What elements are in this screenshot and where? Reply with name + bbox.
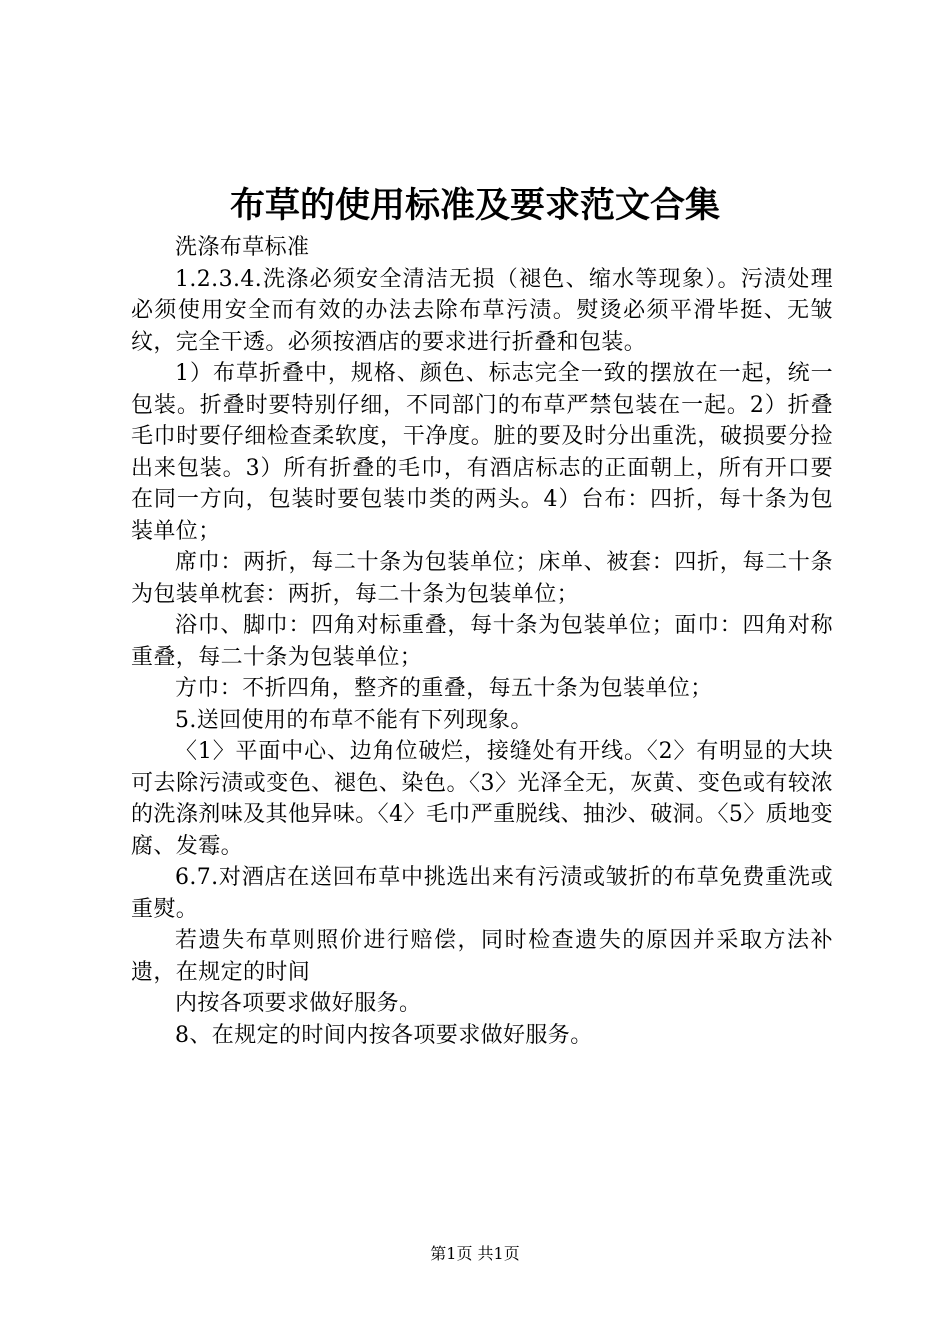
paragraph: 若遗失布草则照价进行赔偿，同时检查遗失的原因并采取方法补遗，在规定的时间 <box>131 928 833 985</box>
paragraph: 5.送回使用的布草不能有下列现象。 <box>175 707 533 733</box>
paragraph: 洗涤布草标准 <box>175 235 310 260</box>
paragraph: 1）布草折叠中，规格、颜色、标志完全一致的摆放在一起，统一包装。折叠时要特别仔细，不同部门的布草严禁包装在一起。2）折叠毛巾时要仔细检查柔软度，干净度。脏的要及时分出重洗，破损要分捡出来包装。3）所有折叠的毛巾，有酒店标志的正面朝上，所有开口要在同一方向，包装时要包装巾类的两头。4）台布：四折，每十条为包装单位； <box>131 361 833 544</box>
paragraph: 浴巾、脚巾：四角对标重叠，每十条为包装单位；面巾：四角对称重叠，每二十条为包装单位； <box>131 613 833 670</box>
page-number-footer: 第1页 共1页 <box>430 1244 520 1263</box>
document-body <box>131 232 833 1051</box>
paragraph: 方巾：不折四角，整齐的重叠，每五十条为包装单位； <box>175 676 713 701</box>
paragraph: 〈1〉平面中心、边角位破烂，接缝处有开线。〈2〉有明显的大块可去除污渍或变色、褪色、染色。〈3〉光泽全无，灰黄、变色或有较浓的洗涤剂味及其他异味。〈4〉毛巾严重脱线、抽沙、破洞。〈5〉质地变腐、发霉。 <box>131 739 833 859</box>
paragraph: 内按各项要求做好服务。 <box>175 991 422 1016</box>
document-title: 布草的使用标准及要求范文合集 <box>229 185 720 226</box>
paragraph: 1.2.3.4.洗涤必须安全清洁无损（褪色、缩水等现象）。污渍处理必须使用安全而有效的办法去除布草污渍。熨烫必须平滑毕挺、无皱纹，完全干透。必须按酒店的要求进行折叠和包装。 <box>131 266 833 355</box>
paragraph: 6.7.对酒店在送回布草中挑选出来有污渍或皱折的布草免费重洗或重熨。 <box>131 865 833 922</box>
paragraph: 席巾：两折，每二十条为包装单位；床单、被套：四折，每二十条为包装单枕套：两折，每二十条为包装单位； <box>131 550 833 607</box>
paragraph: 8、在规定的时间内按各项要求做好服务。 <box>175 1022 593 1048</box>
